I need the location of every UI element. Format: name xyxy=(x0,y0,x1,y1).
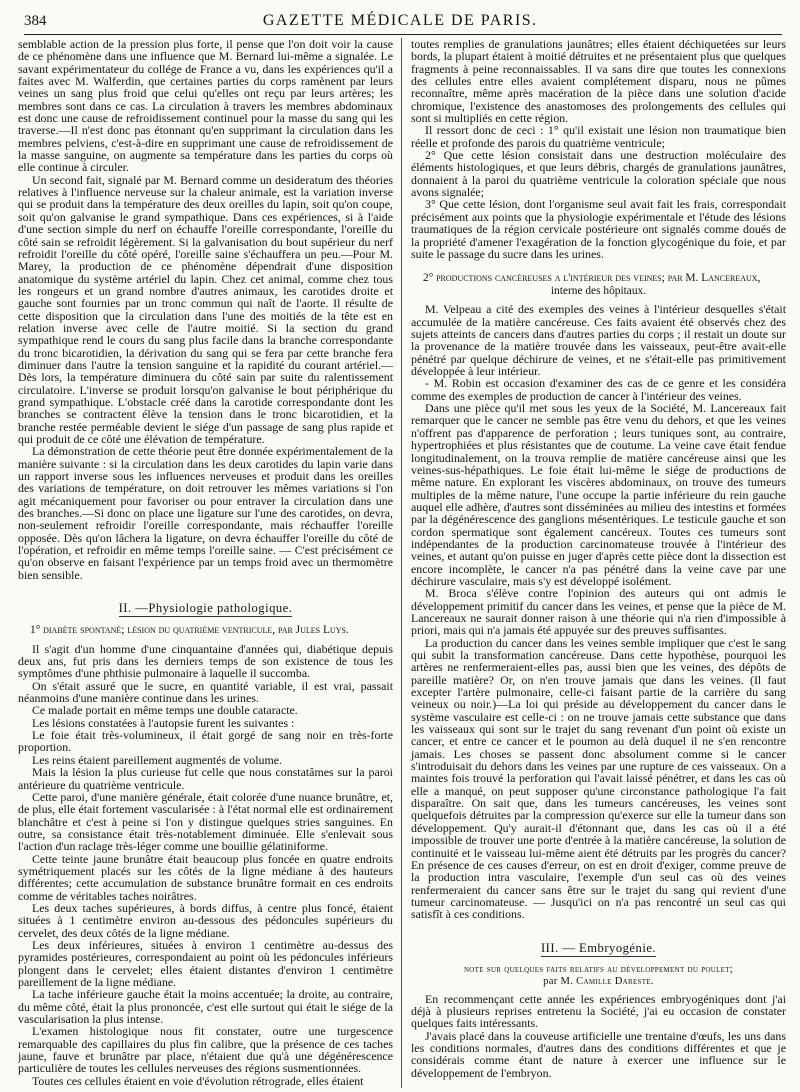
paragraph: Cette paroi, d'une manière générale, était colorée d'une nuance brunâtre, et, de plus, elle était fortement vascularisée : à l'état normal elle est ordinairement blanchâtre et c'est à peine si l'on y distingue quelques stries sanguines. En outre, sa consistance était très-notablement diminuée. Elle s'enlevait sous l'action d'un raclage très-léger comme une bouillie gélatiniforme. xyxy=(18,789,393,854)
paragraph: La production du cancer dans les veines semble impliquer que c'est le sang qui subit la transformation cancéreuse. Dans cette hypothèse, pourquoi les artères ne renfermeraient-elles pas, aussi bien que les veines, des dépôts de pareille matière? Or, on n'en trouve jamais que dans les veines. (Il faut excepter l'artère pulmonaire, celle-ci faisant partie de la carrière du sang veineux ou noir.)—La loi qui préside au développement du cancer dans le système vasculaire est celle-ci : on ne trouve jamais cette substance que dans les vaisseaux qui sont sur le trajet du sang revenant d'un point où existe un cancer, et entre ce cancer et le poumon au delà duquel il ne s'en rencontre jamais. Les choses se passent donc absolument comme si le cancer s'introduisait du dehors dans les veines par une rupture de ces vaisseaux. On a maintes fois trouvé la perforation qui l'avait laissé pénétrer, et dans les cas où elle a manqué, on peut supposer qu'une circonstance pathologique l'a fait disparaître. On sait que, dans les tumeurs cancéreuses, les veines sont quelquefois détruites par la compression qu'exerce sur elle la tumeur dans son développement. Qu'y aurait-il d'étonnant que, dans les cas où il a été impossible de trouver une porte d'entrée à la matière cancéreuse, la solution de continuité et le vaisseau lui-même aient été détruits par les progrès du cancer? En présence de ces causes d'erreur, on est en droit d'exiger, comme preuve de la production intra vasculaire, l'exemple d'un seul cas où des veines renfermeraient du cancer sans être sur le trajet du sang qui revient d'une tumeur carcinomateuse. — Jusqu'ici on n'a pas rencontré un seul cas qui satisfît à ces conditions. xyxy=(411,635,786,922)
paragraph: M. Broca s'élève contre l'opinion des auteurs qui ont admis le développement primitif du cancer dans les veines, et pense que la pièce de M. Lancereaux ne saurait donner raison à une théorie qui n'a rien d'impossible à priori, mais qui n'a jamais été appuyée sur des preuves suffisantes. xyxy=(411,586,786,638)
section-title-text: II. —Physiologie pathologique. xyxy=(118,601,293,616)
article-author: Lancereaux, xyxy=(701,272,761,285)
article-subheading xyxy=(18,624,393,637)
note-author-prefix: par M. xyxy=(543,976,574,988)
paragraph: J'avais placé dans la couveuse artificielle une trentaine d'œufs, les uns dans les conditions normales, d'autres dans des conditions différentes et que je considérais comme étant de nature à exercer une influence sur le développement de l'embryon. xyxy=(411,1028,786,1080)
columns xyxy=(18,38,786,1088)
paragraph: Il ressort donc de ceci : 1° qu'il existait une lésion non traumatique bien réelle et profonde des parois du quatrième ventricule; xyxy=(411,123,786,150)
paragraph: En recommençant cette année les expériences embryogéniques dont j'ai déjà à plusieurs reprises entretenu la Société, j'ai eu occasion de constater quelques faits intéressants. xyxy=(411,991,786,1031)
paragraph: Les deux inférieures, situées à environ 1 centimètre au-dessus des pyramides postérieures, correspondaient au point où les pédoncules inférieurs plongent dans le cervelet; elles étaient distantes d'environ 1 centimètre pareillement de la ligne médiane. xyxy=(18,937,393,989)
paragraph: toutes remplies de granulations jaunâtres; elles étaient déchiquetées sur leurs bords, la plupart étaient à moitié détruites et ne présentaient plus que quelques fragments à peine reconnaissables. Il va sans dire que toutes les connexions des cellules entre elles avaient complétement disparu, nous ne pûmes reconnaître, même après macération de la pièce dans une solution d'acide chromique, l'existence des anastomoses des prolongements des cellules qui sont si multipliés en cette région. xyxy=(411,38,786,126)
note-author: Camille Dareste. xyxy=(576,976,654,988)
page-header xyxy=(24,12,782,35)
paragraph: Ce malade portait en même temps une double cataracte. xyxy=(32,703,298,718)
note-heading xyxy=(411,964,786,989)
paragraph: M. Velpeau a cité des exemples des veines à l'intérieur desquelles s'était accumulée de la matière cancéreuse. Ces faits avaient été observés chez des sujets atteints de cancers dans d'autres parties du corps ; il restait un doute sur la provenance de la matière trouvée dans les vaisseaux, peut-être avait-elle pénétré par quelque déchirure de veines, et ne s'était-elle pas primitivement développée à leur intérieur. xyxy=(411,302,786,379)
paragraph: Cette teinte jaune brunâtre était beaucoup plus foncée en quatre endroits symétriquement placés sur les côtés de la ligne médiane à des hauteurs différentes; cette accumulation de substance brunâtre formait en ces endroits comme de véritables taches noirâtres. xyxy=(18,851,393,903)
paragraph: Toutes ces cellules étaient en voie d'évolution rétrograde, elles étaient xyxy=(32,1073,364,1088)
paragraph: Un second fait, signalé par M. Bernard comme un desideratum des théories relatives à l'influence nerveuse sur la chaleur animale, est la variation inverse qui se produit dans la température des deux oreilles du lapin, soit qu'on coupe, soit qu'on galvanise le grand sympathique. Dans ces expériences, si à l'aide d'une section simple du nerf on échauffe l'oreille correspondante, l'oreille du côté sain se refroidit légèrement. Si la galvanisation du bout supérieur du nerf refroidit l'oreille du côté opéré, l'oreille saine s'échauffera un peu.—Pour M. Marey, la production de ce phénomène dépendrait d'une disposition anatomique du système artériel du lapin. Chez cet animal, comme chez tous les rongeurs et un grand nombre d'autres animaux, les carotides droite et gauche sont fournies par un tronc commun qui naît de l'aorte. Il résulte de cette disposition que la circulation dans l'une des moitiés de la tête est en relation inverse avec celle de l'autre moitié. Si la section du grand sympathique rend le cours du sang plus facile dans la branche correspondante du tronc bicarotidien, la dérivation du sang qui se fera par cette branche fera diminuer dans l'autre la tension sanguine et la rapidité du courant artériel.—Dès lors, la température diminuera du côté sain par suite du ralentissement circulatoire. L'inverse se produit lorsqu'on galvanise le bout périphérique du grand sympathique. L'obstacle créé dans la carotide correspondante dont les branches se contractent élève la tension dans le tronc bicarotidien, et la branche restée perméable devient le siége d'un passage de sang plus rapide et qui produit de ce côté une élévation de température. xyxy=(18,172,393,446)
paragraph: Mais la lésion la plus curieuse fut celle que nous constatâmes sur la paroi antérieure du quatrième ventricule. xyxy=(18,765,393,792)
article-heading-text: 1° diabète spontané; lésion du quatrième ventricule, par xyxy=(30,624,293,637)
paragraph: Le foie était très-volumineux, il était gorgé de sang noir en très-forte proportion. xyxy=(18,728,393,755)
paragraph: La tache inférieure gauche était la moins accentuée; la droite, au contraire, du même côté, était la plus prononcée, c'est elle surtout qui était le siége de la vascularisation la plus intense. xyxy=(18,987,393,1027)
paragraph: semblable action de la pression plus forte, il pense que l'on doit voir la cause de ce phénomène dans une influence que M. Bernard lui-même a signalée. Le savant expérimentateur du collége de France a vu, dans les expériences qu'il a faites avec M. Walferdin, que certaines parties du corps ramènent par leurs veines un sang plus froid que celui qu'elles ont reçu par leurs artères; les membres sont dans ce cas. La circulation à travers les membres abdominaux est donc une cause de refroidissement continuel pour la masse du sang qui les traverse.—Il n'est donc pas étonnant qu'en supprimant la circulation dans les membres pelviens, c'est-à-dire en supprimant une cause de refroidissement de la masse sanguine, on augmente sa température dans les parties du corps où elle continue à circuler. xyxy=(18,38,393,175)
note-heading-text: note sur quelques faits relatifs au développement du poulet; xyxy=(463,963,734,975)
paragraph: Dans une pièce qu'il met sous les yeux de la Société, M. Lancereaux fait remarquer que le cancer ne semble pas être venu du dehors, et que les veines n'offrent pas d'apparence de perforation ; leurs tuniques sont, au contraire, hypertrophiées et plus résistantes que de coutume. La veine cave était fendue longitudinalement, on la trouva remplie de matière cancéreuse ainsi que les veines-sus-hépathiques. Le foie était lui-même le siége de productions de même nature. En explorant les viscères abdominaux, on trouve des tumeurs multiples de la même nature, l'une occupe la partie inférieure du rein gauche auquel elle adhère, d'autres sont disséminées au milieu des intestins et formées par la dégénérescence des ganglions mésentériques. Le testicule gauche et son cordon spermatique sont également cancéreux. Toutes ces tumeurs sont indépendantes de la production carcinomateuse trouvée à l'intérieur des veines, et autant qu'on puisse en juger d'après cette pièce dont la dissection est encore incomplète, le cancer n'a pas pénétré dans la veine cave par une déchirure vasculaire, mais s'y est développé isolément. xyxy=(411,401,786,588)
paragraph: On s'était assuré que le sucre, en quantité variable, il est vrai, passait néanmoins d'une manière continue dans les urines. xyxy=(18,678,393,706)
paragraph: La démonstration de cette théorie peut être donnée expérimentalement de la manière suivante : si la circulation dans les deux carotides du lapin varie dans un rapport inverse sous les influences nerveuses et produit dans les oreilles des variations de température, on doit retrouver les mêmes variations si l'on agit mécaniquement pour favoriser ou pour entraver la circulation dans une des branches.—Si donc on place une ligature sur l'une des carotides, on devra, non-seulement refroidir l'oreille correspondante, mais réchauffer l'oreille opposée. Dès qu'on lâchera la ligature, on devra échauffer l'oreille du côté de l'opération, et refroidir en même temps l'oreille saine. — C'est précisément ce qu'on observe en faisant l'expérience par un temps froid avec un thermomètre bien sensible. xyxy=(18,444,393,582)
paragraph: Les deux taches supérieures, à bords diffus, à centre plus foncé, étaient situées à 1 centimètre environ au-dessous des pédoncules supérieurs du cervelet, des deux côtés de la ligne médiane. xyxy=(18,900,393,940)
article-author: Jules Luys. xyxy=(295,624,349,637)
paragraph: L'examen histologique nous fit constater, outre une turgescence remarquable des capillaires du plus fin calibre, que la présence de ces taches jaune, fauve et brunâtre par place, n'étaient due qu'à une dégénérescence particulière de toutes les cellules nerveuses des régions susmentionnées. xyxy=(18,1024,393,1076)
page-number: 384 xyxy=(24,13,47,29)
article-heading-text: 2° productions cancéreuses a l'intérieur des veines; par M. xyxy=(423,272,699,285)
paragraph: 2° Que cette lésion consistait dans une destruction moléculaire des éléments histologiques, et que leurs débris, chargés de granulations jaunâtres, donnaient à la paroi du quatrième ventricule la coloration spéciale que nous avons signalée; xyxy=(411,148,786,200)
section-title xyxy=(411,941,786,956)
right-column xyxy=(402,38,786,1088)
paragraph: Les lésions constatées à l'autopsie furent les suivantes : xyxy=(32,715,295,730)
journal-title: GAZETTE MÉDICALE DE PARIS. xyxy=(262,12,538,29)
paragraph: Les reins étaient pareillement augmentés de volume. xyxy=(32,752,282,767)
left-column xyxy=(18,38,402,1088)
article-subheading xyxy=(411,272,786,297)
paragraph: - M. Robin est occasion d'examiner des cas de ce genre et les considéra comme des exemples de production de cancer à l'intérieur des veines. xyxy=(411,376,786,403)
section-title xyxy=(18,601,393,616)
paragraph: 3° Que cette lésion, dont l'organisme seul avait fait les frais, correspondait précisément aux points que la physiologie expérimentale et l'étude des lésions traumatiques de la région cervicale postérieure ont signalés comme doués de la propriété d'amener l'exagération de la fonction glycogénique du foie, et par suite le passage du sucre dans les urines. xyxy=(411,197,786,261)
paragraph: Il s'agit d'un homme d'une cinquantaine d'années qui, diabétique depuis deux ans, fut pris dans les derniers temps de son existence de tous les symptômes d'une phthisie pulmonaire à laquelle il succomba. xyxy=(18,641,393,681)
section-title-text: III. — Embryogénie. xyxy=(540,940,657,955)
article-author-title: interne des hôpitaux. xyxy=(550,284,647,297)
